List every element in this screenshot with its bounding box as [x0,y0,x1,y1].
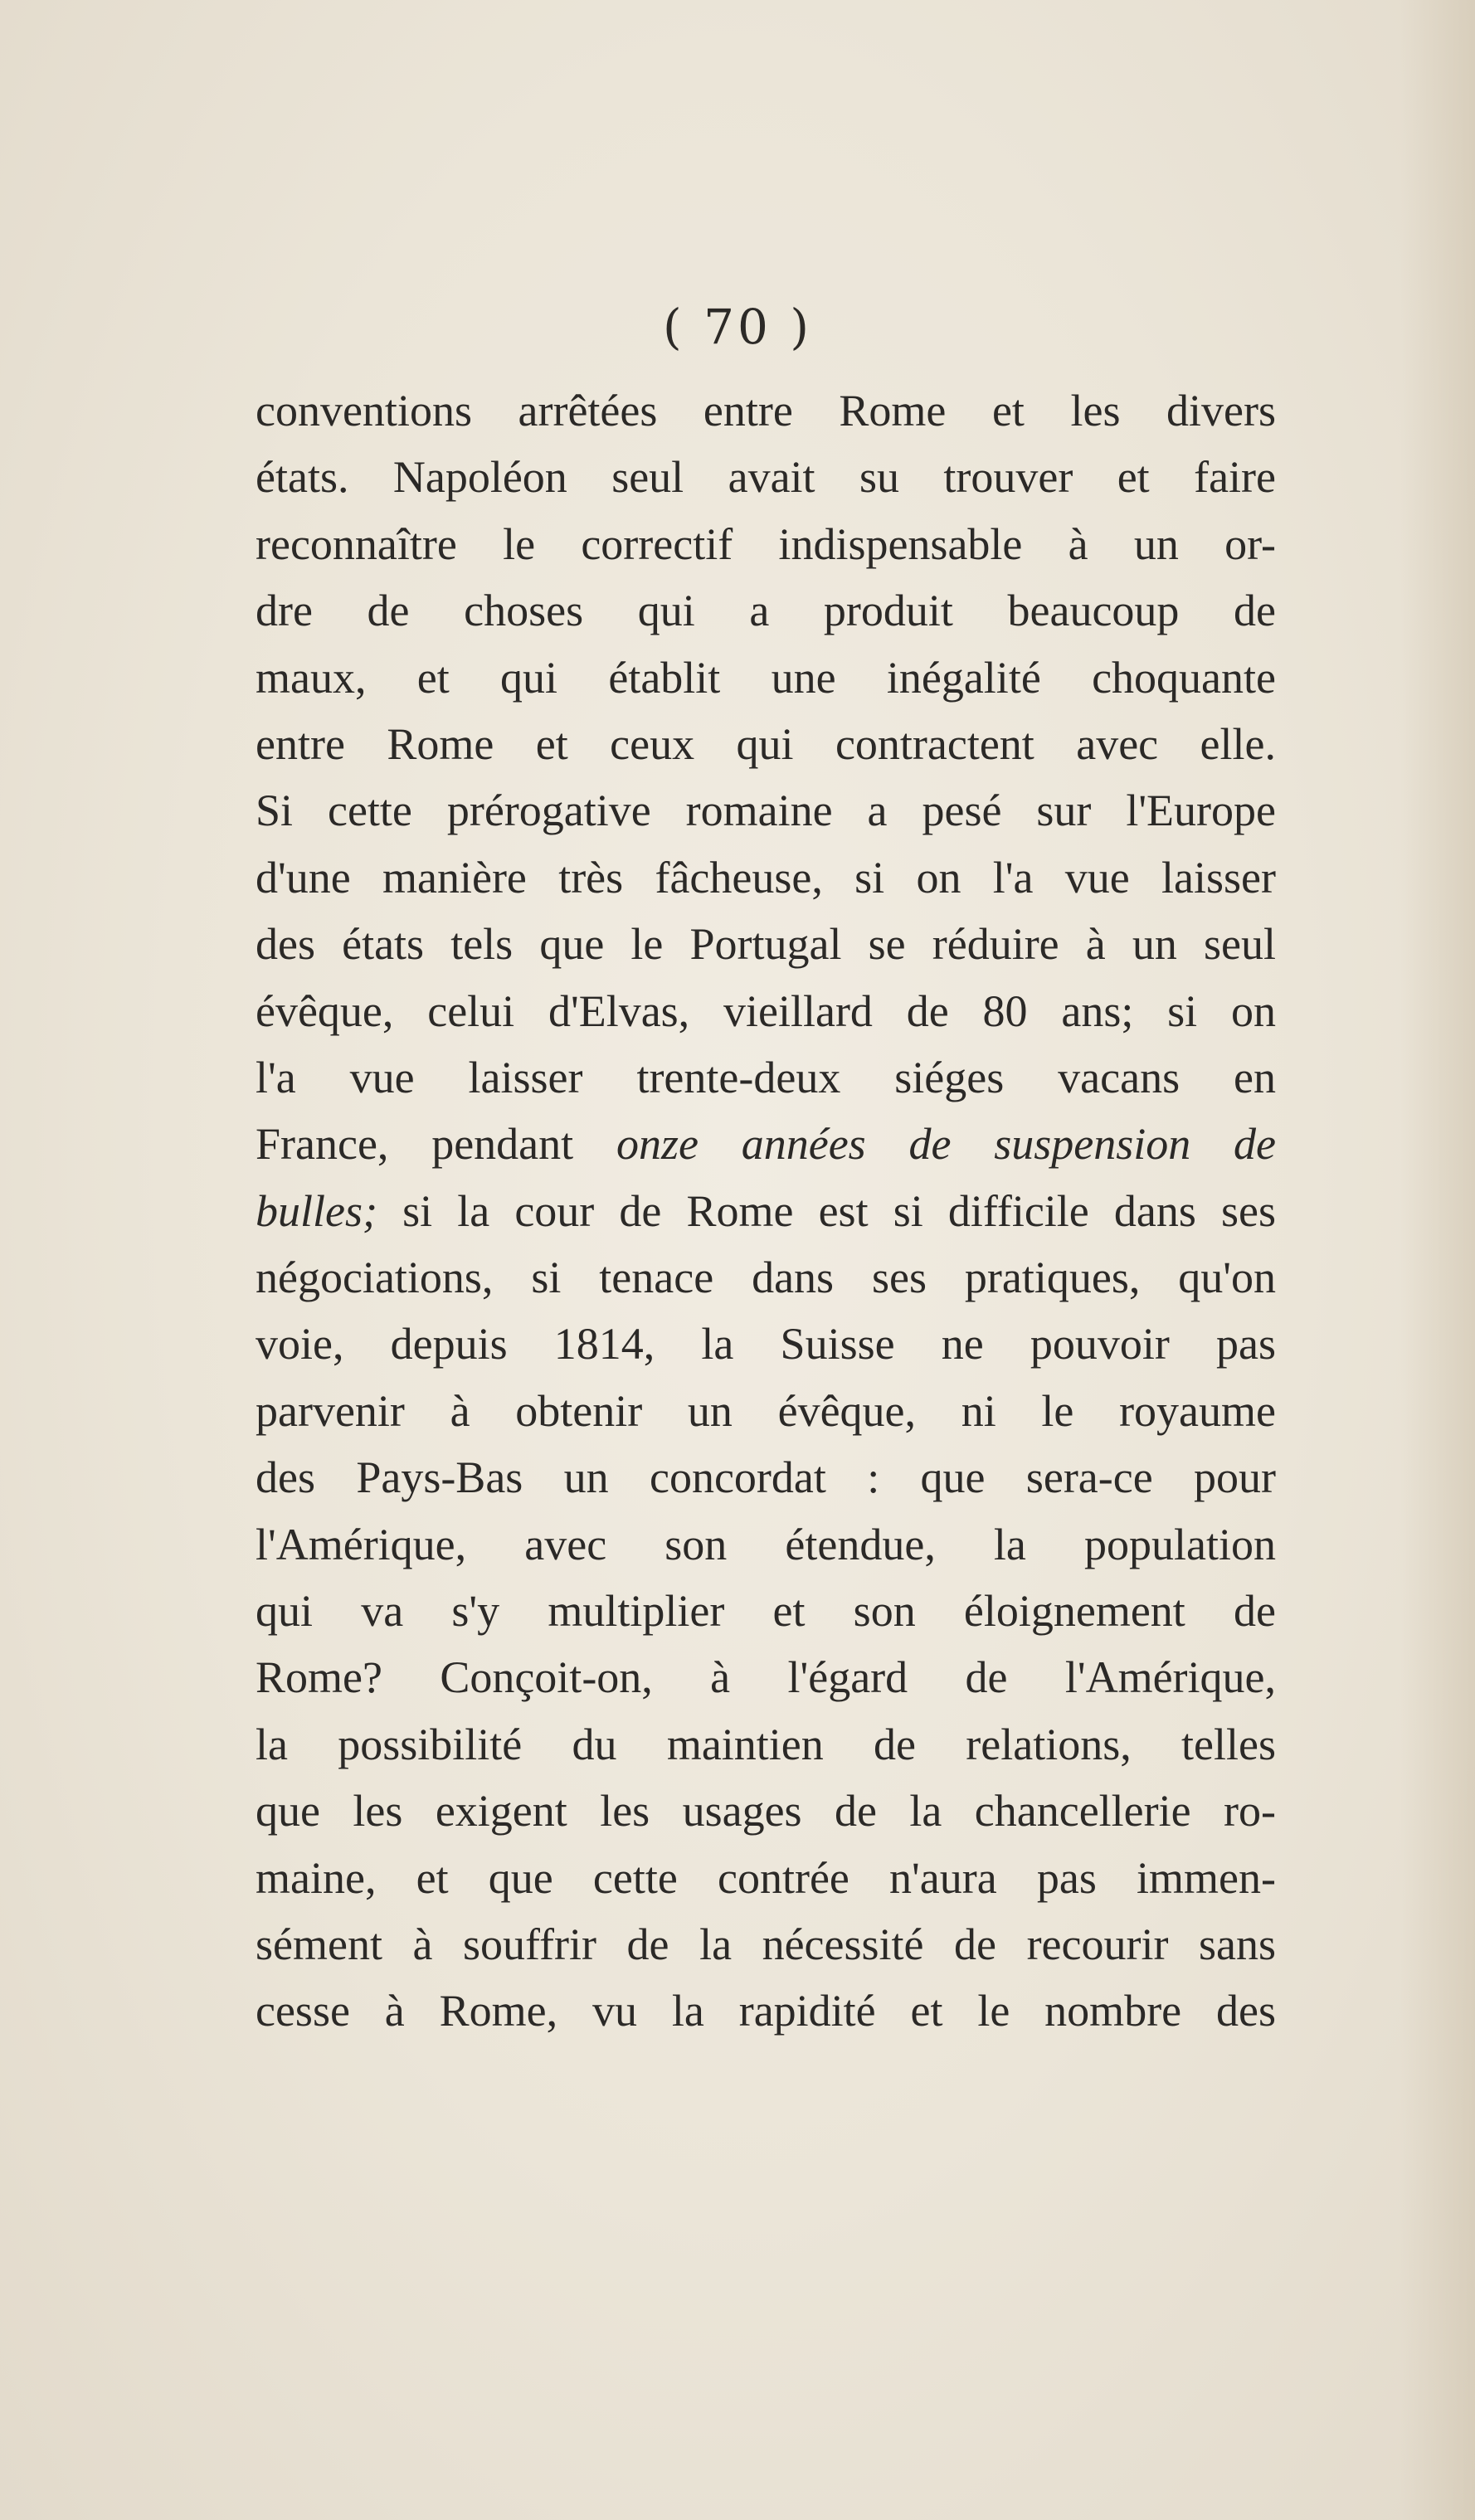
text-line: états. Napoléon seul avait su trouver et faire [256,452,1276,503]
text-line: Rome? Conçoit-on, à l'égard de l'Amérique, [256,1652,1276,1703]
text-line: la possibilité du maintien de relations, telles [256,1719,1276,1769]
text-line: que les exigent les usages de la chancellerie ro- [256,1786,1276,1836]
body-text [256,377,1276,2045]
text-line: maux, et qui établit une inégalité choquante [256,652,1276,703]
text-line: maine, et que cette contrée n'aura pas immen- [256,1852,1276,1903]
text-line: des états tels que le Portugal se réduire à un seul [256,919,1276,970]
text-line: dre de choses qui a produit beaucoup de [256,586,1276,636]
text-line: Si cette prérogative romaine a pesé sur l'Europe [256,786,1276,836]
italic-phrase: onze années de suspension de [616,1119,1276,1170]
text-line: qui va s'y multiplier et son éloignement de [256,1586,1276,1637]
text-line: parvenir à obtenir un évêque, ni le royaume [256,1385,1276,1436]
text-line: d'une manière très fâcheuse, si on l'a vue laisser [256,852,1276,902]
text-line: l'a vue laisser trente-deux siéges vacans en [256,1052,1276,1102]
text-line-mixed [256,1178,1276,1244]
text-line: voie, depuis 1814, la Suisse ne pouvoir pas [256,1319,1276,1369]
text-line: conventions arrêtées entre Rome et les divers [256,386,1276,435]
text-line-mixed [256,1111,1276,1177]
text-line: l'Amérique, avec son étendue, la population [256,1519,1276,1569]
page-edge-shadow [1400,0,1475,2520]
text-line: évêque, celui d'Elvas, vieillard de 80 ans; si on [256,985,1276,1036]
text-line: cesse à Rome, vu la rapidité et le nombre des [256,1986,1276,2036]
text-line: reconnaître le correctif indispensable à un or- [256,518,1276,569]
text-line: sément à souffrir de la nécessité de recourir sans [256,1919,1276,1969]
text-line: entre Rome et ceux qui contractent avec elle. [256,718,1276,769]
italic-phrase: bulles; [256,1185,377,1236]
text-segment: France, pendant [256,1119,616,1170]
text-line: des Pays-Bas un concordat : que sera-ce pour [256,1452,1276,1503]
page-number: ( 70 ) [663,299,812,355]
text-line: négociations, si tenace dans ses pratiques, qu'on [256,1253,1276,1303]
text-segment: si la cour de Rome est si difficile dans ses [377,1185,1276,1236]
